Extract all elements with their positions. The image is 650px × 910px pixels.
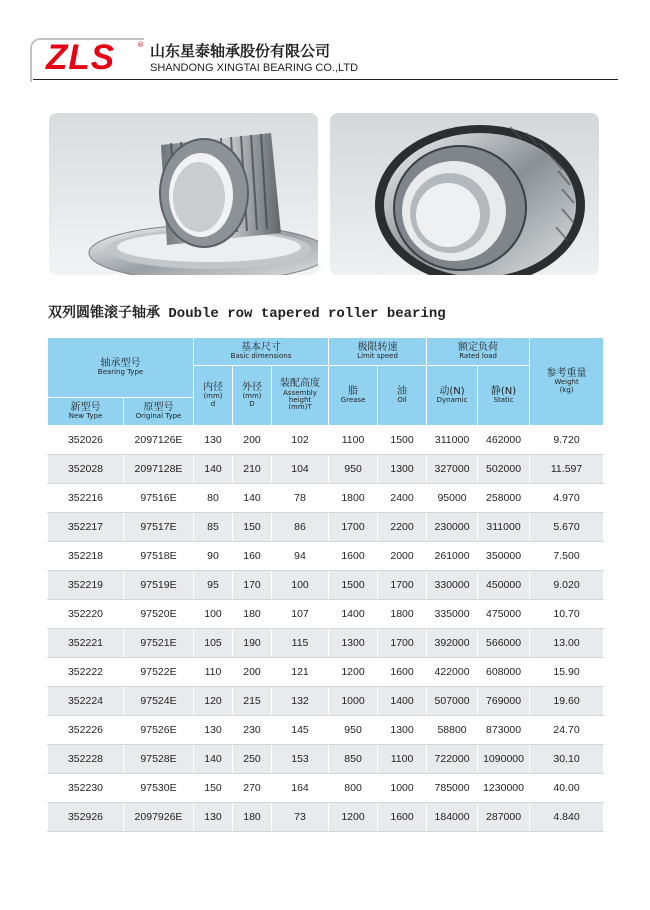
static-load-cell: 287000 [478,803,530,832]
original-type-cell: 97524E [124,687,194,716]
oil-speed-cell: 1700 [378,571,427,600]
oil-speed-cell: 1300 [378,716,427,745]
dynamic-load-cell: 184000 [427,803,478,832]
new-type-cell: 352222 [48,658,124,687]
original-type-cell: 97517E [124,513,194,542]
grease-speed-cell: 850 [329,745,378,774]
table-row [48,542,604,571]
inner-diameter-cell: 130 [194,716,233,745]
inner-diameter-cell: 105 [194,629,233,658]
table-row [48,658,604,687]
table-row [48,513,604,542]
grease-header: 脂 Grease [329,366,378,426]
original-type-cell: 97518E [124,542,194,571]
original-type-cell: 2097126E [124,426,194,455]
inner-diameter-cell: 90 [194,542,233,571]
table-row [48,687,604,716]
outer-diameter-cell: 210 [233,455,272,484]
weight-cell: 5.670 [530,513,604,542]
grease-speed-cell: 1700 [329,513,378,542]
new-type-cell: 352217 [48,513,124,542]
grease-speed-cell: 1600 [329,542,378,571]
original-type-cell: 97526E [124,716,194,745]
weight-header: 参考重量 Weight (kg) [530,338,604,426]
oil-speed-cell: 1600 [378,658,427,687]
rated-load-header: 额定负荷 Rated load [427,338,530,366]
dynamic-load-cell: 311000 [427,426,478,455]
oil-speed-cell: 1100 [378,745,427,774]
weight-cell: 40.00 [530,774,604,803]
oil-speed-cell: 1000 [378,774,427,803]
assembly-height-cell: 145 [272,716,329,745]
outer-diameter-cell: 215 [233,687,272,716]
dynamic-load-cell: 58800 [427,716,478,745]
assembly-height-cell: 78 [272,484,329,513]
static-load-cell: 475000 [478,600,530,629]
static-load-cell: 502000 [478,455,530,484]
outer-diameter-cell: 140 [233,484,272,513]
inner-diameter-cell: 100 [194,600,233,629]
inner-diameter-cell: 110 [194,658,233,687]
oil-speed-cell: 1300 [378,455,427,484]
oil-header: 油 Oil [378,366,427,426]
oil-speed-cell: 2000 [378,542,427,571]
weight-cell: 4.840 [530,803,604,832]
assembly-height-cell: 86 [272,513,329,542]
new-type-cell: 352221 [48,629,124,658]
outer-diameter-cell: 200 [233,658,272,687]
dynamic-load-cell: 327000 [427,455,478,484]
dynamic-load-cell: 335000 [427,600,478,629]
assembly-height-cell: 132 [272,687,329,716]
outer-diameter-header: 外径 (mm) D [233,366,272,426]
new-type-header: 新型号 New Type [48,398,124,426]
inner-diameter-cell: 130 [194,803,233,832]
table-row [48,426,604,455]
dynamic-load-header: 动(N) Dynamic [427,366,478,426]
assembly-height-cell: 73 [272,803,329,832]
new-type-cell: 352218 [48,542,124,571]
oil-speed-cell: 2200 [378,513,427,542]
outer-diameter-cell: 180 [233,803,272,832]
weight-cell: 9.720 [530,426,604,455]
oil-speed-cell: 2400 [378,484,427,513]
table-row [48,571,604,600]
original-type-cell: 97530E [124,774,194,803]
table-row [48,745,604,774]
static-load-cell: 1230000 [478,774,530,803]
company-logo: ZLS [46,38,116,77]
new-type-cell: 352216 [48,484,124,513]
registered-mark: ® [137,41,144,49]
assembly-height-cell: 115 [272,629,329,658]
original-type-cell: 97528E [124,745,194,774]
oil-speed-cell: 1800 [378,600,427,629]
original-type-cell: 97520E [124,600,194,629]
original-type-cell: 97519E [124,571,194,600]
assembly-height-cell: 107 [272,600,329,629]
inner-diameter-header: 内径 (mm) d [194,366,233,426]
new-type-cell: 352224 [48,687,124,716]
outer-diameter-cell: 200 [233,426,272,455]
new-type-cell: 352226 [48,716,124,745]
outer-diameter-cell: 180 [233,600,272,629]
table-row [48,484,604,513]
inner-diameter-cell: 150 [194,774,233,803]
inner-diameter-cell: 140 [194,745,233,774]
grease-speed-cell: 1000 [329,687,378,716]
weight-cell: 10.70 [530,600,604,629]
grease-speed-cell: 1800 [329,484,378,513]
outer-diameter-cell: 230 [233,716,272,745]
assembly-height-cell: 102 [272,426,329,455]
weight-cell: 7.500 [530,542,604,571]
grease-speed-cell: 1200 [329,803,378,832]
original-type-header: 原型号 Original Type [124,398,194,426]
dynamic-load-cell: 722000 [427,745,478,774]
assembly-height-cell: 121 [272,658,329,687]
original-type-cell: 2097128E [124,455,194,484]
outer-diameter-cell: 250 [233,745,272,774]
static-load-cell: 450000 [478,571,530,600]
original-type-cell: 97516E [124,484,194,513]
weight-cell: 30.10 [530,745,604,774]
table-row [48,716,604,745]
static-load-cell: 608000 [478,658,530,687]
inner-diameter-cell: 120 [194,687,233,716]
table-row [48,600,604,629]
original-type-cell: 97522E [124,658,194,687]
weight-cell: 19.60 [530,687,604,716]
outer-diameter-cell: 270 [233,774,272,803]
basic-dimensions-header: 基本尺寸 Basic dimensions [194,338,329,366]
grease-speed-cell: 1400 [329,600,378,629]
static-load-cell: 566000 [478,629,530,658]
grease-speed-cell: 1500 [329,571,378,600]
new-type-cell: 352926 [48,803,124,832]
weight-cell: 9.020 [530,571,604,600]
assembly-height-cell: 104 [272,455,329,484]
company-name-english: SHANDONG XINGTAI BEARING CO.,LTD [150,62,359,74]
inner-diameter-cell: 85 [194,513,233,542]
grease-speed-cell: 1300 [329,629,378,658]
new-type-cell: 352026 [48,426,124,455]
weight-cell: 15.90 [530,658,604,687]
tapered-roller-bearing-photo [49,113,318,275]
outer-diameter-cell: 170 [233,571,272,600]
static-load-cell: 311000 [478,513,530,542]
assembly-height-cell: 153 [272,745,329,774]
oil-speed-cell: 1700 [378,629,427,658]
assembly-height-cell: 100 [272,571,329,600]
table-row [48,803,604,832]
weight-cell: 11.597 [530,455,604,484]
dynamic-load-cell: 95000 [427,484,478,513]
new-type-cell: 352220 [48,600,124,629]
dynamic-load-cell: 392000 [427,629,478,658]
limit-speed-header: 极限转速 Limit speed [329,338,427,366]
oil-speed-cell: 1400 [378,687,427,716]
grease-speed-cell: 950 [329,716,378,745]
dynamic-load-cell: 230000 [427,513,478,542]
header-divider [33,79,618,80]
table-row [48,629,604,658]
inner-diameter-cell: 140 [194,455,233,484]
dynamic-load-cell: 330000 [427,571,478,600]
table-row [48,774,604,803]
dynamic-load-cell: 785000 [427,774,478,803]
new-type-cell: 352230 [48,774,124,803]
new-type-cell: 352219 [48,571,124,600]
assembly-height-cell: 164 [272,774,329,803]
outer-diameter-cell: 150 [233,513,272,542]
static-load-cell: 873000 [478,716,530,745]
double-row-bearing-photo [330,113,599,275]
assembly-height-header: 装配高度 Assembly height (mm)T [272,366,329,426]
original-type-cell: 2097926E [124,803,194,832]
weight-cell: 4.970 [530,484,604,513]
inner-diameter-cell: 80 [194,484,233,513]
static-load-cell: 769000 [478,687,530,716]
assembly-height-cell: 94 [272,542,329,571]
grease-speed-cell: 950 [329,455,378,484]
grease-speed-cell: 800 [329,774,378,803]
static-load-header: 静(N) Static [478,366,530,426]
weight-cell: 13.00 [530,629,604,658]
outer-diameter-cell: 190 [233,629,272,658]
outer-diameter-cell: 160 [233,542,272,571]
static-load-cell: 258000 [478,484,530,513]
original-type-cell: 97521E [124,629,194,658]
inner-diameter-cell: 95 [194,571,233,600]
spec-table-body [48,426,604,832]
bearing-spec-table [47,337,604,832]
static-load-cell: 350000 [478,542,530,571]
section-title: 双列圆锥滚子轴承 Double row tapered roller bearing [48,306,446,322]
oil-speed-cell: 1500 [378,426,427,455]
oil-speed-cell: 1600 [378,803,427,832]
grease-speed-cell: 1200 [329,658,378,687]
bearing-type-header: 轴承型号 Bearing Type [48,338,194,398]
grease-speed-cell: 1100 [329,426,378,455]
dynamic-load-cell: 261000 [427,542,478,571]
table-row [48,455,604,484]
dynamic-load-cell: 507000 [427,687,478,716]
company-name-chinese: 山东星泰轴承股份有限公司 [150,42,331,60]
new-type-cell: 352028 [48,455,124,484]
static-load-cell: 462000 [478,426,530,455]
weight-cell: 24.70 [530,716,604,745]
dynamic-load-cell: 422000 [427,658,478,687]
static-load-cell: 1090000 [478,745,530,774]
inner-diameter-cell: 130 [194,426,233,455]
new-type-cell: 352228 [48,745,124,774]
